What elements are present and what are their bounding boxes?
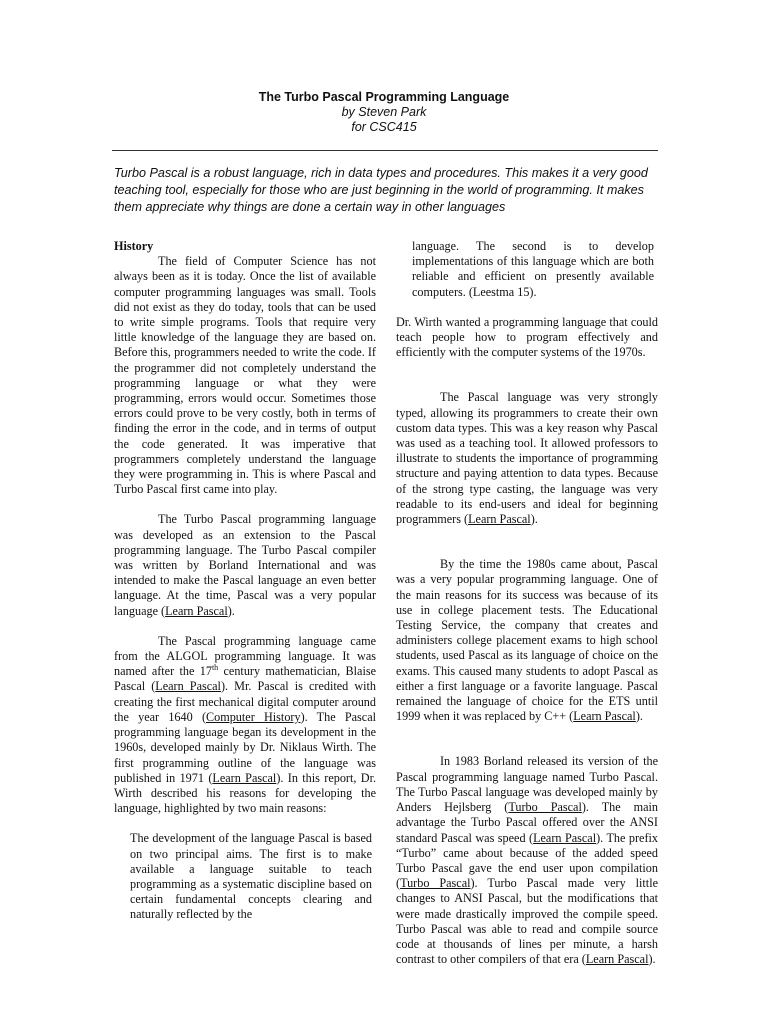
- paragraph-4: Dr. Wirth wanted a programming language that could teach people how to program effectively and efficiently with the computer systems of the 1970s.: [396, 314, 658, 360]
- paragraph-1: The field of Computer Science has not always been as it is today. Once the list of available computer programming languages was small. Tools did not exist as they do today, tools that can be used to write simple programs. Tools that require very little knowledge of the language they are based on. Before this, programmers needed to write the code. If the programmer did not completely understand the programming language or what they were programming, errors would occur. Sometimes those errors could prove to be very costly, both in terms of finding the error in the code, and in terms of output the code generated. It was imperative that programmers completely understand the language they were programming in. This is where Pascal and Turbo Pascal first came into play.: [114, 254, 376, 497]
- link-turbo-pascal[interactable]: Turbo Pascal: [400, 876, 471, 891]
- link-learn-pascal[interactable]: Learn Pascal: [212, 770, 277, 785]
- link-learn-pascal[interactable]: Learn Pascal: [468, 512, 531, 527]
- document-course: for CSC415: [351, 120, 417, 134]
- link-learn-pascal[interactable]: Learn Pascal: [165, 603, 228, 618]
- document-title: The Turbo Pascal Programming Language: [258, 90, 510, 104]
- paragraph-2: The Turbo Pascal programming language was developed as an extension to the Pascal programming language. The Turbo Pascal compiler was written by Borland International and was intended to make the Pascal language an even better language. At the time, Pascal was a very popular language (Learn Pascal).: [114, 512, 376, 618]
- paragraph-6: By the time the 1980s came about, Pascal was a very popular programming language. One of the main reasons for its success was because of its use in college placement tests. The Educational Testing Service, the company that creates and administers college placement exams to high school students, used Pascal as its language of choice on the exams. This caused many students to adopt Pascal as either a first language or a favorite language. Pascal remained the language of choice for the ETS until 1999 when it was replaced by C++ (Learn Pascal).: [396, 557, 658, 724]
- block-quote: The development of the language Pascal is based on two principal aims. The first is to make available a language suitable to teach programming as a systematic discipline based on certain fundamental concepts clearing and naturally reflected by the: [130, 831, 372, 922]
- link-learn-pascal[interactable]: Learn Pascal: [155, 679, 221, 694]
- document-author: by Steven Park: [341, 105, 427, 119]
- block-quote-continued: language. The second is to develop implementations of this language which are both reliable and efficient on presently available computers. (Leestma 15).: [412, 239, 654, 299]
- left-column: [114, 239, 376, 923]
- link-learn-pascal[interactable]: Learn Pascal: [533, 830, 597, 845]
- link-turbo-pascal[interactable]: Turbo Pascal: [508, 800, 582, 815]
- right-column: [396, 239, 658, 967]
- link-computer-history[interactable]: Computer History: [206, 709, 301, 724]
- paragraph-7: In 1983 Borland released its version of the Pascal programming language named Turbo Pascal. The Turbo Pascal language was developed mainly by Anders Hejlsberg (Turbo Pascal). The main advantage the Turbo Pascal offered over the ANSI standard Pascal was speed (Learn Pascal). The prefix “Turbo” came about because of the added speed Turbo Pascal gave the end user upon compilation (Turbo Pascal). Turbo Pascal made very little changes to ANSI Pascal, but the modifications that were made drastically improved the compile speed. Turbo Pascal was able to read and compile source code at thousands of lines per minute, a harsh contrast to other compilers of that era (Learn Pascal).: [396, 754, 658, 967]
- paragraph-5: The Pascal language was very strongly typed, allowing its programmers to create their own custom data types. This was a key reason why Pascal was used as a teaching tool. It allowed professors to illustrate to students the importance of programming structure and paying attention to data types. Because of the strong type casting, the language was very readable to its end-users and ideal for beginning programmers (Learn Pascal).: [396, 390, 658, 527]
- paragraph-3: The Pascal programming language came from the ALGOL programming language. It was named after the 17th century mathematician, Blaise Pascal (Learn Pascal). Mr. Pascal is credited with creating the first mechanical digital computer around the year 1640 (Computer History). The Pascal programming language began its development in the 1960s, developed mainly by Dr. Niklaus Wirth. The first programming outline of the language was published in 1971 (Learn Pascal). In this report, Dr. Wirth described his reasons for developing the language, highlighted by two main reasons:: [114, 633, 377, 816]
- section-heading-history: History: [114, 239, 154, 253]
- header-divider: [112, 150, 658, 151]
- document-header: [0, 90, 768, 135]
- abstract: Turbo Pascal is a robust language, rich in data types and procedures. This makes it a very good teaching tool, especially for those who are just beginning in the world of programming. It makes them appreciate why things are done a certain way in other languages: [114, 166, 648, 214]
- link-learn-pascal[interactable]: Learn Pascal: [573, 709, 636, 724]
- link-learn-pascal[interactable]: Learn Pascal: [585, 952, 649, 967]
